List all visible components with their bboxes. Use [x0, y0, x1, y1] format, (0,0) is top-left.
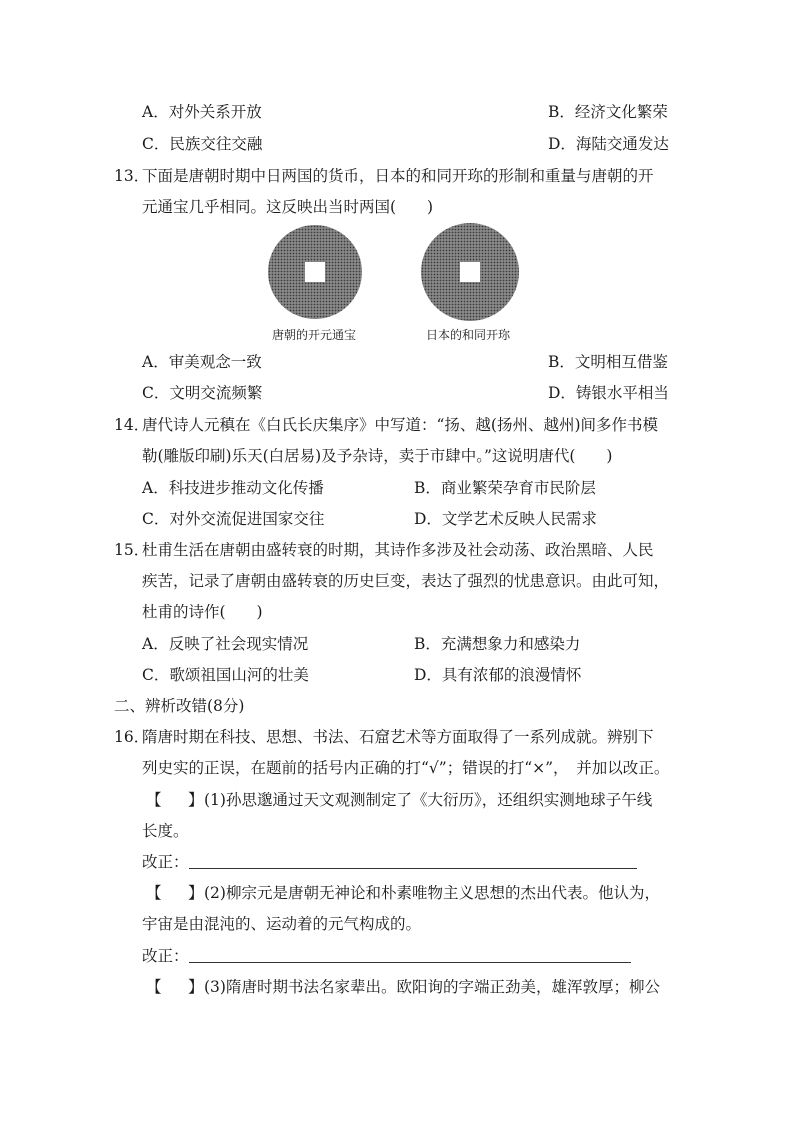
q16-number: 16． [114, 728, 150, 746]
q15-number: 15． [114, 541, 150, 559]
q14-stem-line2: 勒(雕版印刷)乐天(白居易)及予杂诗，卖于市肆中。”这说明唐代( ) [142, 447, 613, 465]
q13-option-a: A．审美观念一致 [142, 353, 262, 371]
q14-option-b: B．商业繁荣孕育市民阶层 [414, 479, 596, 497]
q13-number: 13． [114, 167, 150, 185]
q16-item2-correction-label: 改正： [142, 947, 189, 965]
q16-stem-line2: 列史实的正误，在题前的括号内正确的打“√”；错误的打“×”， 并加以改正。 [142, 759, 670, 777]
kaiyuan-coin [268, 225, 362, 319]
q16-item3-line1: (3)隋唐时期书法名家辈出。欧阳询的字端正劲美，雄浑敦厚；柳公 [204, 978, 660, 996]
q13-option-c: C．文明交流频繁 [142, 384, 263, 402]
wadokaichin-coin [421, 223, 519, 321]
q14-option-c: C．对外交流促进国家交往 [142, 510, 325, 528]
q14-stem-line1: 唐代诗人元稹在《白氏长庆集序》中写道：“扬、越(扬州、越州)间多作书模 [142, 416, 659, 434]
kaiyuan-coin-label: 唐朝的开元通宝 [272, 328, 357, 342]
q15-stem-line1: 杜甫生活在唐朝由盛转衰的时期，其诗作多涉及社会动荡、政治黑暗、人民 [142, 541, 654, 559]
q12-option-d: D．海陆交通发达 [548, 135, 669, 153]
q13-option-b: B．文明相互借鉴 [548, 353, 668, 371]
q12-option-a: A．对外关系开放 [142, 103, 262, 121]
q15-option-c: C．歌颂祖国山河的壮美 [142, 666, 309, 684]
q12-option-c: C．民族交往交融 [142, 135, 263, 153]
q14-option-a: A．科技进步推动文化传播 [142, 479, 324, 497]
q16-item1-bracket-open[interactable]: 【 [146, 791, 162, 809]
q13-option-d: D．铸银水平相当 [548, 384, 669, 402]
q15-stem-line2: 疾苦，记录了唐朝由盛转衰的历史巨变，表达了强烈的忧患意识。由此可知， [142, 572, 670, 590]
q15-stem-line3: 杜甫的诗作( ) [142, 603, 263, 621]
wadokaichin-coin-label: 日本的和同开珎 [426, 328, 511, 342]
q16-item2-bracket-open[interactable]: 【 [146, 884, 162, 902]
q13-stem-line1: 下面是唐朝时期中日两国的货币，日本的和同开珎的形制和重量与唐朝的开 [142, 167, 654, 185]
q15-option-b: B．充满想象力和感染力 [414, 635, 581, 653]
q16-item3-bracket-close: 】 [188, 978, 204, 996]
q16-stem-line1: 隋唐时期在科技、思想、书法、石窟艺术等方面取得了一系列成就。辨别下 [142, 728, 654, 746]
q16-item2-line1: (2)柳宗元是唐朝无神论和朴素唯物主义思想的杰出代表。他认为， [204, 884, 660, 902]
coins-figure [265, 222, 525, 347]
q13-stem-line2: 元通宝几乎相同。这反映出当时两国( ) [142, 198, 434, 216]
q15-option-d: D．具有浓郁的浪漫情怀 [414, 666, 582, 684]
section2-heading: 二、辨析改错(8分) [114, 697, 245, 715]
q16-item1-line2: 长度。 [142, 822, 189, 840]
q16-item1-bracket-close: 】 [188, 791, 204, 809]
q14-number: 14． [114, 416, 150, 434]
q16-item2-bracket-close: 】 [188, 884, 204, 902]
q16-item1-line1: (1)孙思邈通过天文观测制定了《大衍历》，还组织实测地球子午线 [204, 791, 653, 809]
q15-option-a: A．反映了社会现实情况 [142, 635, 309, 653]
q16-item1-answer-line[interactable] [189, 868, 637, 869]
q12-option-b: B．经济文化繁荣 [548, 103, 668, 121]
q16-item2-answer-line[interactable] [189, 962, 631, 963]
q16-item3-bracket-open[interactable]: 【 [146, 978, 162, 996]
q16-item2-line2: 宇宙是由混沌的、运动着的元气构成的。 [142, 915, 422, 933]
q16-item1-correction-label: 改正： [142, 853, 189, 871]
q14-option-d: D．文学艺术反映人民需求 [414, 510, 597, 528]
